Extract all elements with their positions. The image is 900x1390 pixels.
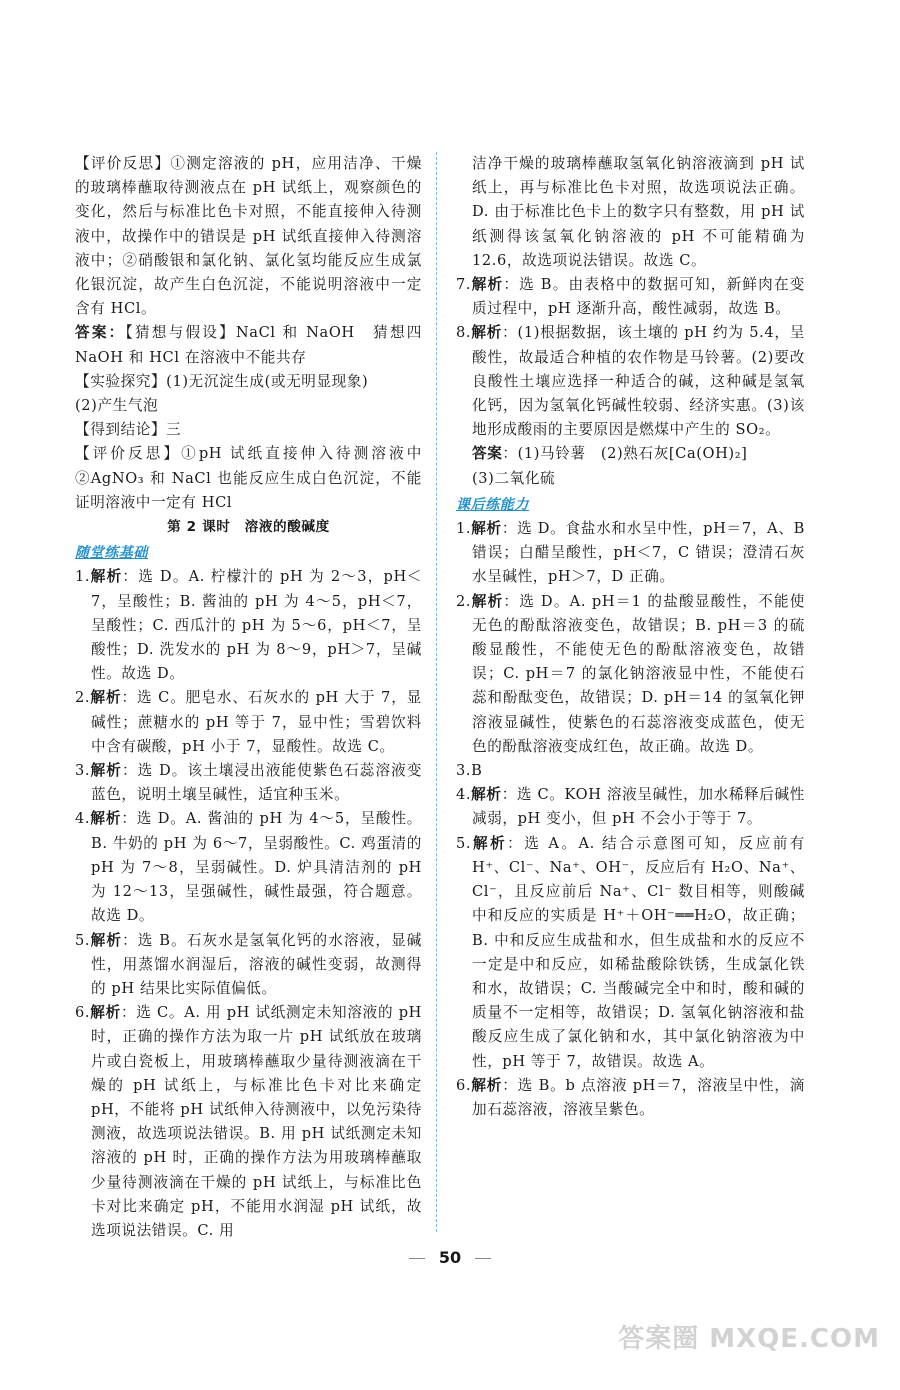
left-item-list xyxy=(75,565,422,1243)
section-heading-ability: 课后练能力 xyxy=(456,496,529,513)
answer-label: 答案 xyxy=(472,445,503,463)
right-column xyxy=(456,152,805,1122)
answer-line-1: 答案：【猜想与假设】NaCl 和 NaOH 猜想四 NaOH 和 HCl 在溶液中不能共存 xyxy=(75,324,422,366)
list-item: 8.解析：(1)根据数据，该土壤的 pH 约为 5.4，呈酸性，故最适合种植的农作物是马铃薯。(2)要改良酸性土壤应选择一种适合的碱，这种碱是氢氧化钙，因为氢氧化钙碱性较弱、经济实惠。(3)该地形成酸雨的主要原因是燃煤中产生的 SO₂。 xyxy=(456,324,806,439)
answer-line-8b: (3)二氧化硫 xyxy=(472,469,556,487)
continued-paragraph: 洁净干燥的玻璃棒蘸取氢氧化钠溶液滴到 pH 试纸上，再与标准比色卡对照，故选项说法正确。D. 由于标准比色卡上的数字只有整数，用 pH 试纸测得该氢氧化钠溶液的 pH 不可能精确为 12.6，故选项说法错误。故选 C。 xyxy=(472,155,805,269)
footer-dash-left xyxy=(409,1258,425,1259)
list-item: 4.解析：选 C。KOH 溶液呈碱性，加水稀释后碱性减弱，pH 变小，但 pH 不会小于等于 7。 xyxy=(456,786,805,828)
watermark-logo: 答案圈 MXQE.COM xyxy=(618,1324,880,1354)
answer-line-3: (2)产生气泡 xyxy=(75,397,159,415)
answer-line-2: 【实验探究】(1)无沉淀生成(或无明显现象) xyxy=(75,372,369,390)
reflection-paragraph: 【评价反思】①测定溶液的 pH，应用洁净、干燥的玻璃棒蘸取待测液点在 pH 试纸上，观察颜色的变化，然后与标准比色卡对照，不能直接伸入待测液中，故操作中的错误是 pH 试纸直接伸入待测溶液中；②硝酸银和氯化钠、氯化氢均能反应生成氯化银沉淀，故产生白色沉淀，不能说明溶液中一定含有 HCl。 xyxy=(75,155,422,318)
list-item: 5.解析：选 B。石灰水是氢氧化钙的水溶液，显碱性，用蒸馏水润湿后，溶液的碱性变弱，故测得的 pH 结果比实际值偏低。 xyxy=(75,931,422,997)
left-column xyxy=(75,152,422,1243)
answer-line-4: 【得到结论】三 xyxy=(75,421,182,439)
list-item: 7.解析：选 B。由表格中的数据可知，新鲜肉在变质过程中，pH 逐渐升高，酸性减弱，故选 B。 xyxy=(456,276,805,318)
answer-label: 答案： xyxy=(75,324,126,342)
page-number: 50 xyxy=(438,1248,462,1267)
list-item: 2.解析：选 C。肥皂水、石灰水的 pH 大于 7，显碱性；蔗糖水的 pH 等于 7，显中性；雪碧饮料中含有碳酸，pH 小于 7，显酸性。故选 C。 xyxy=(75,689,422,755)
list-item: 3.解析：选 D。该土壤浸出液能使紫色石蕊溶液变蓝色，说明土壤呈碱性，适宜种玉米。 xyxy=(75,762,423,804)
list-item: 2.解析：选 D。A. pH＝1 的盐酸显酸性，不能使无色的酚酞溶液变色，故错误；B. pH＝3 的硫酸显酸性，不能使无色的酚酞溶液变色，故错误；C. pH＝7 的氯化钠溶液显中性，不能使石蕊和酚酞变色，故错误；D. pH＝14 的氢氧化钾溶液显碱性，使紫色的石蕊溶液变成蓝色，使无色的酚酞溶液变成红色，故正确。故选 D。 xyxy=(456,592,805,755)
lesson-title: 第 2 课时 溶液的酸碱度 xyxy=(167,519,330,536)
column-divider xyxy=(436,152,437,1232)
list-item: 5.解析：选 A。A. 结合示意图可知，反应前有 H⁺、Cl⁻、Na⁺、OH⁻，反应后有 H₂O、Na⁺、Cl⁻，且反应前后 Na⁺、Cl⁻ 数目相等，则酸碱中和反应的实质是 H⁺＋OH⁻══H₂O，故正确；B. 中和反应生成盐和水，但生成盐和水的反应不一定是中和反应，如稀盐酸除铁锈，生成氯化铁和水，故错误；C. 当酸碱完全中和时，酸和碱的质量不一定相等，故错误；D. 氢氧化钠溶液和盐酸反应生成了氯化钠和水，其中氯化钠溶液为中性，pH 等于 7，故错误。故选 A。 xyxy=(456,834,806,1070)
list-item: 6.解析：选 C。A. 用 pH 试纸测定未知溶液的 pH 时，正确的操作方法为取一片 pH 试纸放在玻璃片或白瓷板上，用玻璃棒蘸取少量待测液滴在干燥的 pH 试纸上，与标准比色卡对比来确定 pH，不能将 pH 试纸伸入待测液中，以免污染待测液，故选项说法错误。B. 用 pH 试纸测定未知溶液的 pH 时，正确的操作方法为用玻璃棒蘸取少量待测液滴在干燥的 pH 试纸上，与标准比色卡对比来确定 pH，不能用水润湿 pH 试纸，故选项说法错误。C. 用 xyxy=(75,1004,422,1239)
footer-dash-right xyxy=(475,1258,491,1259)
answer-line-8: 答案：(1)马铃薯 (2)熟石灰[Ca(OH)₂] xyxy=(472,445,748,463)
list-item: 1.解析：选 D。食盐水和水呈中性，pH＝7，A、B 错误；白醋呈酸性，pH＜7，C 错误；澄清石灰水呈碱性，pH＞7，D 正确。 xyxy=(456,520,805,586)
list-item: 1.解析：选 D。A. 柠檬汁的 pH 为 2～3，pH＜7，呈酸性；B. 酱油的 pH 为 4～5，pH＜7，呈酸性；C. 西瓜汁的 pH 为 5～6，pH＜7，呈酸性；D. 洗发水的 pH 为 8～9，pH＞7，呈碱性。故选 D。 xyxy=(75,568,422,683)
answer-line-5: 【评价反思】①pH 试纸直接伸入待测溶液中 ②AgNO₃ 和 NaCl 也能反应生成白色沉淀，不能证明溶液中一定有 HCl xyxy=(75,445,422,511)
list-item: 6.解析：选 B。b 点溶液 pH＝7，溶液呈中性，滴加石蕊溶液，溶液呈紫色。 xyxy=(456,1076,806,1118)
page-footer xyxy=(0,1248,900,1267)
section-heading-basic: 随堂练基础 xyxy=(75,545,148,562)
list-item: 4.解析：选 D。A. 酱油的 pH 为 4～5，呈酸性。B. 牛奶的 pH 为 6～7，呈弱酸性。C. 鸡蛋清的 pH 为 7～8，呈弱碱性。D. 炉具清洁剂的 pH 为 12～13，呈强碱性，碱性最强，符合题意。故选 D。 xyxy=(75,810,423,925)
right-item-list xyxy=(456,517,805,1122)
list-item: 3.B xyxy=(456,762,483,780)
